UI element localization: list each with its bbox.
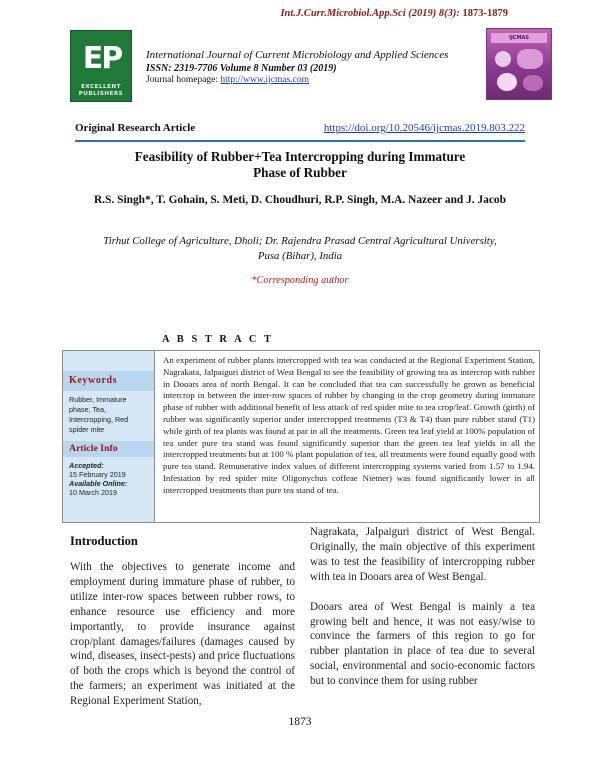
abstract-heading: A B S T R A C T bbox=[162, 334, 274, 345]
issn-line: ISSN: 2319-7706 Volume 8 Number 03 (2019) bbox=[146, 63, 337, 74]
keywords-heading: Keywords bbox=[63, 371, 154, 391]
introduction-heading: Introduction bbox=[70, 534, 138, 548]
body-column-right bbox=[310, 525, 535, 689]
journal-header bbox=[70, 24, 552, 104]
article-meta-row bbox=[75, 120, 525, 142]
logo-letters: EP bbox=[82, 41, 122, 76]
doi-link[interactable]: https://doi.org/10.20546/ijcmas.2019.803.222 bbox=[323, 122, 525, 134]
journal-cover-image bbox=[486, 28, 552, 100]
author-affiliation bbox=[70, 234, 530, 264]
accepted-date: 15 February 2019 bbox=[69, 470, 126, 479]
abstract-text: An experiment of rubber plants intercropped with tea was conducted at the Regional Experiment Station, Nagrakata, Jalpaiguri district of West Bengal to see the feasibility of growing tea as intercrop with rubber in Dooars area of north Bengal. It can be concluded that tea can successfully be grown as beneficial intercrop in between the inter-row spaces of rubber by changing in the crop geometry during immature phase of rubber with additional benefit of less attack of red spider mite to tea crop/leaf. Growth (girth) of rubber was significantly superior under intercropped treatments (T3 & T4) than pure rubber stand (T1) while girth of tea plants was found at par in all the treatments. Green tea leaf yield at 100% population of tea under pure tea stand was found significantly superior than the green tea leaf yields in all the intercropped treatments but at 100 % plant population of tea, all treatments were found equally good with pure tea stand. Remunerative index values of different intercropping systems varied from 1.57 to 1.94. Infestation by red spider mite Oligonychus coffeae Nietner) was found significantly lower in all intercropped treatments than pure tea stand of tea. bbox=[163, 355, 535, 495]
affiliation-line-1: Tirhut College of Agriculture, Dholi; Dr. Rajendra Prasad Central Agricultural University, bbox=[103, 235, 497, 247]
article-info-heading: Article Info bbox=[63, 441, 154, 457]
page-number: 1873 bbox=[288, 716, 312, 728]
abstract-box bbox=[62, 350, 540, 523]
journal-homepage bbox=[146, 75, 448, 85]
title-line-2: Phase of Rubber bbox=[253, 165, 347, 180]
journal-info bbox=[146, 49, 448, 85]
citation-pages: 1873-1879 bbox=[462, 8, 508, 19]
intro-paragraph-1: With the objectives to generate income and employment during immature phase of rubber, to utilize inter-row spaces between rubber rows, to enhance resource use efficiency and more importantly, to provide insurance against crop/plant damages/failures (damages caused by wind, diseases, insect-pests) and price fluctuations of both the crops which is beyond the control of the farmers; an experiment was initiated at the Regional Experiment Station, bbox=[70, 561, 295, 708]
affiliation-line-2: Pusa (Bihar), India bbox=[257, 250, 343, 262]
article-type: Original Research Article bbox=[75, 122, 196, 134]
running-citation bbox=[280, 8, 508, 19]
cover-title: IJCMAS bbox=[491, 33, 547, 43]
accepted-label: Accepted: bbox=[69, 461, 104, 470]
abstract-side-panel bbox=[63, 351, 155, 522]
body-column-left bbox=[70, 560, 295, 709]
homepage-link[interactable]: http://www.ijcmas.com bbox=[220, 75, 309, 85]
title-line-1: Feasibility of Rubber+Tea Intercropping during Immature bbox=[134, 149, 466, 164]
intro-paragraph-2: Nagrakata, Jalpaiguri district of West Bengal. Originally, the main objective of this experiment was to test the feasibility of intercropping rubber with tea in Dooars area of West Bengal. bbox=[310, 526, 535, 583]
keywords-list: Rubber, Immature phase, Tea, Intercropping, Red spider mite bbox=[69, 395, 129, 434]
citation-volume: (2019) 8(3): bbox=[405, 8, 463, 19]
author-list: R.S. Singh*, T. Gohain, S. Meti, D. Choudhuri, R.P. Singh, M.A. Nazeer and J. Jacob bbox=[94, 194, 506, 206]
online-date: 10 March 2019 bbox=[69, 488, 117, 497]
journal-name: International Journal of Current Microbiology and Applied Sciences bbox=[146, 49, 449, 61]
article-dates bbox=[63, 457, 154, 501]
homepage-label: Journal homepage: bbox=[146, 75, 221, 85]
article-title bbox=[70, 149, 530, 181]
online-label: Available Online: bbox=[69, 479, 128, 488]
citation-journal: Int.J.Curr.Microbiol.App.Sci bbox=[280, 8, 406, 19]
corresponding-author-note: *Corresponding author bbox=[251, 275, 349, 286]
intro-paragraph-3: Dooars area of West Bengal is mainly a tea growing belt and hence, it was not easy/wise to convince the farmers of this region to go for rubber plantation in place of tea due to several social, environmental and socio-economic factors but to convince them for using rubber bbox=[310, 600, 535, 688]
logo-subtitle: EXCELLENT PUBLISHERS bbox=[78, 84, 124, 97]
publisher-logo bbox=[70, 30, 132, 102]
